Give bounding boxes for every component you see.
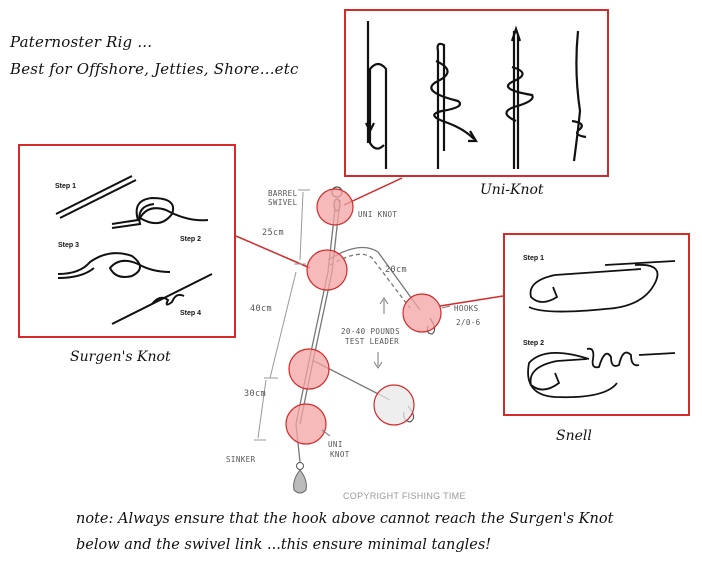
copyright-text: COPYRIGHT FISHING TIME xyxy=(343,491,466,501)
uni-knot-caption: Uni-Knot xyxy=(480,182,544,198)
label-20cm: 20cm xyxy=(385,265,408,275)
label-uni-knot-bottom-2: KNOT xyxy=(330,450,350,459)
page-subtitle: Best for Offshore, Jetties, Shore...etc xyxy=(10,60,299,78)
label-hooks-2: 2/0-6 xyxy=(456,318,481,327)
sinker xyxy=(294,463,307,494)
label-barrel-1: BARREL xyxy=(268,189,298,198)
label-barrel-2: SWIVEL xyxy=(268,198,298,207)
highlight-surgens-knot-lower xyxy=(289,349,329,389)
highlight-snell-upper xyxy=(403,294,441,332)
highlight-snell-lower xyxy=(374,385,414,425)
surgens-step-1: Step 1 xyxy=(55,183,77,190)
highlight-uni-knot-bottom xyxy=(286,404,326,444)
label-40cm: 40cm xyxy=(250,304,273,314)
label-leader-2: TEST LEADER xyxy=(345,337,400,346)
label-25cm: 25cm xyxy=(262,228,285,238)
highlight-surgens-knot-upper xyxy=(307,250,347,290)
label-30cm: 30cm xyxy=(244,389,267,399)
surgens-step-4: Step 4 xyxy=(180,310,202,317)
connector-uni-knot xyxy=(344,178,402,205)
snell-panel xyxy=(503,233,690,416)
surgens-knot-caption: Surgen's Knot xyxy=(70,349,171,365)
page-title: Paternoster Rig ... xyxy=(10,33,153,51)
snell-illustration xyxy=(505,235,688,414)
highlight-uni-knot-top xyxy=(317,189,353,225)
label-uni-knot-top: UNI KNOT xyxy=(358,210,398,219)
uni-knot-panel xyxy=(344,9,609,177)
label-leader-1: 20-40 POUNDS xyxy=(341,327,400,336)
snell-caption: Snell xyxy=(556,428,592,444)
snell-step-2: Step 2 xyxy=(523,340,545,347)
note-line-2: below and the swivel link ...this ensure minimal tangles! xyxy=(76,537,492,553)
surgens-step-3: Step 3 xyxy=(58,242,80,249)
label-sinker: SINKER xyxy=(226,455,256,464)
label-hooks-1: HOOKS xyxy=(454,304,479,313)
note-line-1: note: Always ensure that the hook above cannot reach the Surgen's Knot xyxy=(76,511,614,527)
surgens-knot-illustration xyxy=(20,146,234,336)
label-uni-knot-bottom-1: UNI xyxy=(328,440,343,449)
surgens-step-2: Step 2 xyxy=(180,236,202,243)
connector-surgens-knot xyxy=(236,236,310,268)
uni-knot-illustration xyxy=(346,11,607,175)
surgens-knot-panel xyxy=(18,144,236,338)
snell-step-1: Step 1 xyxy=(523,255,545,262)
